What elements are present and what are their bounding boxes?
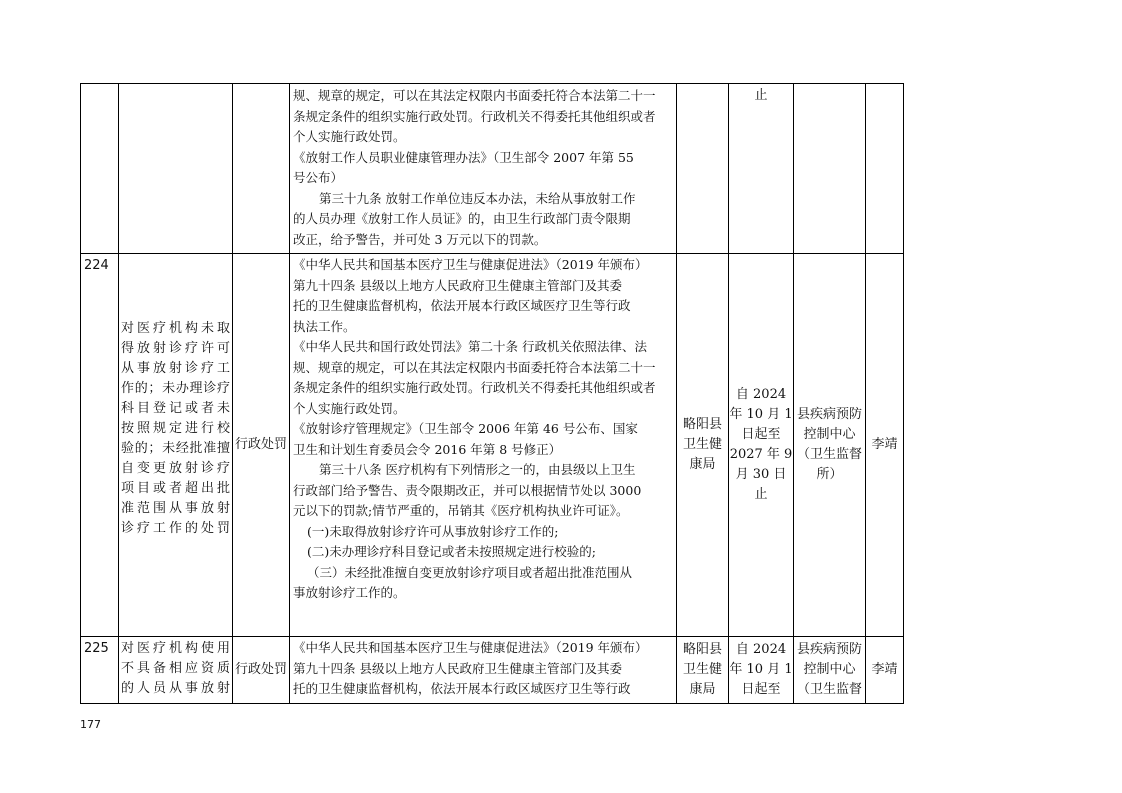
item-line: 准范围从事放射: [121, 501, 230, 516]
item-line: 科目登记或者未: [121, 401, 230, 416]
item-line: 项目或者超出批: [121, 481, 230, 496]
basis-line: 条规定条件的组织实施行政处罚。行政机关不得委托其他组织或者: [293, 108, 656, 124]
basis-line: 卫生和计划生育委员会令 2016 年第 8 号修正）: [293, 441, 562, 457]
period-line: 2027 年 9: [729, 447, 793, 462]
period-line: 自 2024: [735, 642, 787, 657]
basis-line: 第三十八条 医疗机构有下列情形之一的，由县级以上卫生: [319, 462, 636, 477]
category: [233, 637, 289, 703]
basis-line: 号公布）: [293, 170, 344, 185]
basis-line: (一)未取得放射诊疗许可从事放射诊疗工作的;: [307, 523, 559, 539]
authority-line: 康局: [689, 682, 716, 697]
basis-line: 《放射诊疗管理规定》（卫生部令 2006 年第 46 号公布、国家: [293, 421, 638, 436]
executor: [794, 637, 865, 703]
basis-line: 第九十四条 县级以上地方人民政府卫生健康主管部门及其委: [293, 660, 622, 676]
item-name: [119, 319, 232, 539]
authority: [677, 254, 728, 636]
executor-line: 所）: [816, 467, 843, 482]
basis-line: 个人实施行政处罚。: [293, 400, 406, 416]
basis-line: (二)未办理诊疗科目登记或者未按照规定进行校验的;: [307, 544, 596, 559]
executor-line: 县疾病预防: [796, 642, 862, 657]
item-line: 从事放射诊疗工: [121, 361, 230, 376]
period-line: 年 10 月 1: [729, 662, 793, 677]
authority-line: 卫生健: [682, 437, 722, 452]
valid-period: [729, 254, 793, 636]
period-continued: 止: [754, 88, 768, 103]
legal-basis-continued: [290, 84, 676, 252]
basis-line: 条规定条件的组织实施行政处罚。行政机关不得委托其他组织或者: [293, 380, 656, 395]
executor-line: 控制中心: [803, 427, 856, 442]
item-name: [119, 639, 232, 699]
legal-basis: [290, 638, 676, 703]
basis-line: 规、规章的规定，可以在其法定权限内书面委托符合本法第二十一: [293, 359, 656, 375]
period-line: 日起至: [741, 427, 781, 442]
basis-line: 的人员办理《放射工作人员证》的，由卫生行政部门责令限期: [293, 211, 631, 226]
basis-line: 规、规章的规定，可以在其法定权限内书面委托符合本法第二十一: [293, 88, 656, 103]
basis-line: 事放射诊疗工作的。: [293, 585, 406, 600]
basis-line: 个人实施行政处罚。: [293, 129, 406, 144]
row-number: 225: [84, 641, 109, 656]
authority-line: 康局: [689, 457, 716, 472]
period-line: 自 2024: [735, 387, 787, 402]
basis-line: 《中华人民共和国基本医疗卫生与健康促进法》（2019 年颁布）: [293, 640, 648, 655]
basis-line: 《中华人民共和国行政处罚法》第二十条 行政机关依照法律、法: [293, 339, 647, 354]
item-line: 对医疗机构使用: [121, 641, 230, 656]
executor: [794, 254, 865, 636]
executor-line: 控制中心: [803, 662, 856, 677]
basis-line: 托的卫生健康监督机构，依法开展本行政区域医疗卫生等行政: [293, 681, 631, 696]
item-line: 作的；未办理诊疗: [121, 381, 230, 396]
item-line: 自变更放射诊疗: [121, 461, 230, 476]
basis-line: 第三十九条 放射工作单位违反本办法，未给从事放射工作: [319, 190, 636, 206]
category: [233, 254, 289, 636]
item-line: 验的；未经批准擅: [121, 441, 230, 456]
valid-period: [729, 637, 793, 703]
person-name: 李靖: [871, 437, 898, 452]
period-line: 止: [754, 487, 768, 502]
page-number: 177: [80, 718, 101, 731]
responsible-person: [866, 637, 903, 703]
executor-line: （卫生监督: [796, 447, 862, 462]
category-label: 行政处罚: [234, 437, 287, 452]
basis-line: 执法工作。: [293, 318, 356, 334]
basis-line: 元以下的罚款;情节严重的，吊销其《医疗机构执业许可证》。: [293, 503, 629, 518]
col-divider: [903, 83, 904, 704]
basis-line: 《中华人民共和国基本医疗卫生与健康促进法》（2019 年颁布）: [293, 257, 648, 272]
item-line: 诊疗工作的处罚: [121, 521, 230, 536]
item-line: 得放射诊疗许可: [121, 341, 230, 356]
authority: [677, 637, 728, 703]
basis-line: （三）未经批准擅自变更放射诊疗项目或者超出批准范围从: [307, 564, 633, 580]
authority-line: 略阳县: [682, 417, 722, 432]
category-label: 行政处罚: [234, 662, 287, 677]
table-bottom-border: [80, 703, 904, 704]
period-line: 日起至: [741, 682, 781, 697]
period-line: 年 10 月 1: [729, 407, 793, 422]
basis-line: 行政部门给予警告、责令限期改正，并可以根据情节处以 3000: [293, 482, 642, 498]
executor-line: （卫生监督: [796, 682, 862, 697]
authority-line: 卫生健: [682, 662, 722, 677]
authority-line: 略阳县: [682, 642, 722, 657]
item-line: 对医疗机构未取: [121, 321, 230, 336]
item-line: 的人员从事放射: [121, 681, 230, 696]
basis-line: 改正，给予警告，并可处 3 万元以下的罚款。: [293, 231, 547, 247]
person-name: 李靖: [871, 662, 898, 677]
item-line: 不具备相应资质: [121, 661, 230, 676]
col-divider: [80, 83, 81, 704]
responsible-person: [866, 254, 903, 636]
legal-basis: [290, 255, 676, 635]
item-line: 按照规定进行校: [121, 421, 230, 436]
period-line: 月 30 日: [735, 467, 787, 482]
executor-line: 县疾病预防: [796, 407, 862, 422]
basis-line: 托的卫生健康监督机构，依法开展本行政区域医疗卫生等行政: [293, 298, 631, 313]
basis-line: 《放射工作人员职业健康管理办法》（卫生部令 2007 年第 55: [293, 149, 634, 165]
row-number: 224: [84, 258, 109, 273]
basis-line: 第九十四条 县级以上地方人民政府卫生健康主管部门及其委: [293, 277, 622, 293]
